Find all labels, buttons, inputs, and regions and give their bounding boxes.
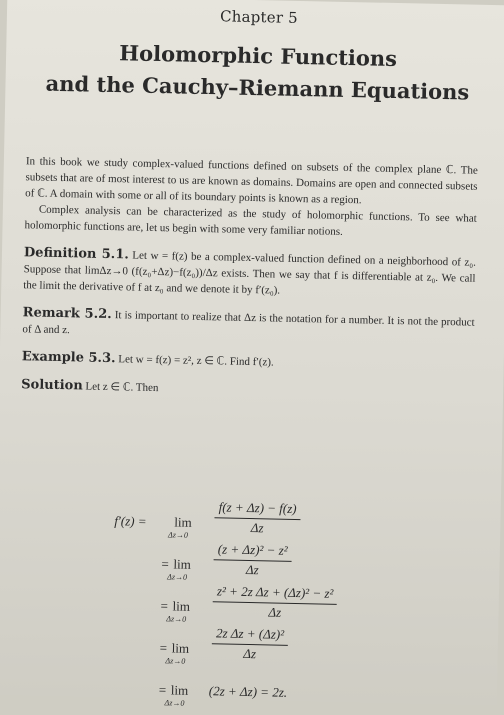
- definition-block: [23, 245, 476, 302]
- fraction: [213, 541, 292, 579]
- limit-subscript: Δz→0: [167, 572, 188, 582]
- numerator: (z + Δz)² − z²: [217, 541, 288, 558]
- numerator: z² + 2z Δz + (Δz)² − z²: [216, 583, 334, 601]
- limit-operator: lim: [174, 514, 192, 530]
- denominator: Δz: [213, 559, 291, 579]
- denominator: Δz: [211, 643, 287, 663]
- remark-text: It is important to realize that Δz is the notation for a number. It is not the product of Δ and z.: [22, 309, 475, 337]
- limit-operator: lim: [170, 682, 189, 698]
- fraction: [212, 583, 337, 622]
- equals-sign: =: [160, 598, 169, 614]
- chapter-title: [25, 35, 490, 109]
- denominator: Δz: [214, 517, 300, 537]
- equals-sign: =: [161, 556, 170, 572]
- derivative-lhs: f′(z) =: [114, 513, 147, 529]
- limit-subscript: Δz→0: [164, 698, 185, 708]
- derivation-step-5: [110, 665, 411, 713]
- title-line-1: Holomorphic Functions: [119, 40, 398, 72]
- title-line-2: and the Cauchy–Riemann Equations: [45, 70, 470, 105]
- derivation-step-3: [112, 581, 413, 629]
- limit-subscript: Δz→0: [165, 656, 186, 666]
- equals-sign: =: [159, 640, 168, 656]
- derivation: [110, 497, 414, 713]
- derivation-step-2: [113, 539, 414, 587]
- final-result: (2z + Δz) = 2z.: [208, 683, 288, 700]
- denominator: Δz: [212, 601, 337, 622]
- solution-label: Solution: [21, 377, 83, 394]
- numerator: f(z + Δz) − f(z): [218, 499, 297, 517]
- fraction: [214, 499, 301, 537]
- derivation-step-4: [111, 623, 412, 671]
- definition-text: Let w = f(z) be a complex-valued function defined on a neighborhood of z₀. Suppose that limΔz→0 (f(z₀+Δz)−f(z₀))/Δz exists. Then we say that f is differentiable at z₀. We call the limit the derivative of f at z₀ and we denote it by f′(z₀).: [23, 249, 477, 297]
- remark-label: Remark 5.2.: [22, 305, 112, 323]
- numerator: 2z Δz + (Δz)²: [215, 625, 285, 642]
- limit-operator: lim: [171, 640, 190, 656]
- solution-text: Let z ∈ ℂ. Then: [85, 380, 159, 395]
- limit-subscript: Δz→0: [168, 530, 189, 540]
- intro-paragraph-2: Complex analysis can be characterized as the study of holomorphic functions. To see what holomorphic functions are, let us begin with some very familiar notions.: [24, 203, 477, 238]
- fraction: [211, 625, 288, 663]
- example-label: Example 5.3.: [21, 349, 116, 367]
- limit-subscript: Δz→0: [166, 614, 187, 624]
- chapter-label: Chapter 5: [219, 7, 299, 27]
- example-text: Let w = f(z) = z², z ∈ ℂ. Find f′(z).: [118, 353, 274, 369]
- intro-paragraph-1: In this book we study complex-valued functions defined on subsets of the complex plane ℂ. The subsets that are of most interest to us are known as domains. Domains are open and connected subsets of ℂ. A domain with some or all of its boundary points is known as a region.: [25, 155, 478, 207]
- equals-sign: =: [158, 682, 167, 698]
- limit-operator: lim: [172, 598, 191, 614]
- derivation-step-1: [114, 497, 415, 545]
- limit-operator: lim: [173, 556, 191, 572]
- definition-label: Definition 5.1.: [23, 245, 129, 263]
- body-text: [21, 153, 478, 402]
